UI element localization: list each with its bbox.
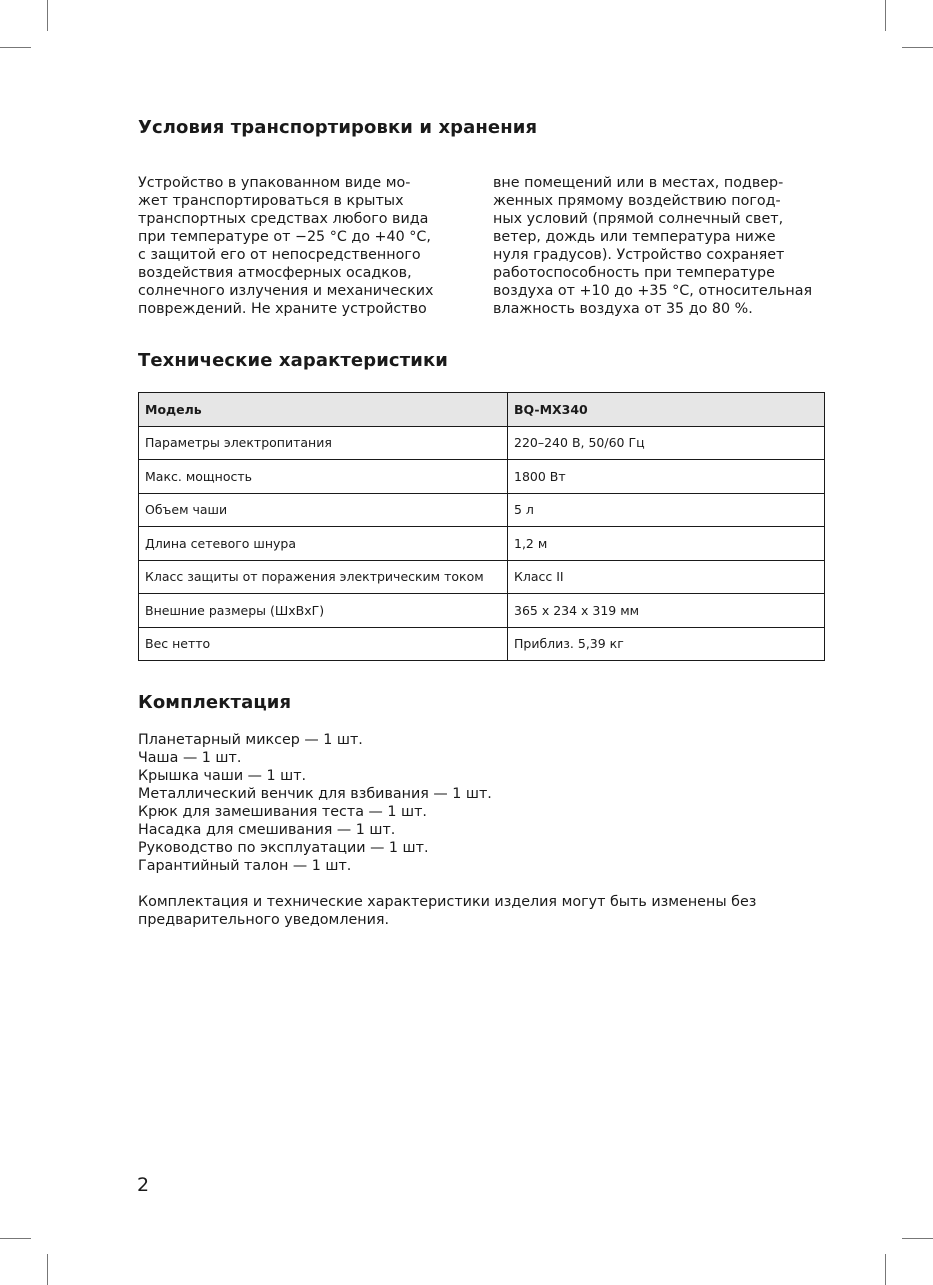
transport-text-left [138, 174, 434, 318]
text-line: ветер, дождь или температура ниже [493, 229, 776, 245]
list-item: Планетарный миксер — 1 шт. [138, 732, 363, 748]
crop-mark [902, 47, 933, 48]
table-cell-value: 1800 Вт [508, 460, 825, 494]
table-header-value: BQ-MX340 [508, 393, 825, 427]
list-item: Металлический венчик для взбивания — 1 шт. [138, 786, 492, 802]
table-cell-value: 1,2 м [508, 527, 825, 561]
text-line: Устройство в упакованном виде мо- [138, 175, 411, 191]
table-row [139, 426, 825, 460]
table-cell-label: Макс. мощность [139, 460, 508, 494]
transport-text-right [493, 174, 812, 318]
table-cell-label: Вес нетто [139, 627, 508, 661]
text-line: нуля градусов). Устройство сохраняет [493, 247, 785, 263]
list-item: Чаша — 1 шт. [138, 750, 242, 766]
table-header-label: Модель [139, 393, 508, 427]
table-cell-value: Класс II [508, 560, 825, 594]
table-row [139, 460, 825, 494]
specs-table [138, 392, 825, 661]
text-line: солнечного излучения и механических [138, 283, 434, 299]
table-cell-value: 5 л [508, 493, 825, 527]
text-line: Комплектация и технические характеристики изделия могут быть изменены без [138, 894, 757, 910]
text-line: жет транспортироваться в крытых [138, 193, 404, 209]
crop-mark [47, 0, 48, 31]
table-cell-label: Класс защиты от поражения электрическим током [139, 560, 508, 594]
text-line: воздействия атмосферных осадков, [138, 265, 412, 281]
text-line: с защитой его от непосредственного [138, 247, 421, 263]
text-line: вне помещений или в местах, подвер- [493, 175, 784, 191]
crop-mark [0, 1238, 31, 1239]
table-cell-value: 220–240 В, 50/60 Гц [508, 426, 825, 460]
crop-mark [885, 1254, 886, 1285]
table-row [139, 493, 825, 527]
list-item: Руководство по эксплуатации — 1 шт. [138, 840, 429, 856]
table-row [139, 627, 825, 661]
text-line: воздуха от +10 до +35 °С, относительная [493, 283, 813, 299]
table-cell-value: 365 x 234 x 319 мм [508, 594, 825, 628]
text-line: транспортных средствах любого вида [138, 211, 429, 227]
crop-mark [885, 0, 886, 31]
table-header-row [139, 393, 825, 427]
list-item: Крышка чаши — 1 шт. [138, 768, 307, 784]
crop-mark [0, 47, 31, 48]
page-number: 2 [137, 1174, 150, 1196]
crop-mark [47, 1254, 48, 1285]
kit-heading: Комплектация [138, 692, 292, 713]
disclaimer-note [138, 893, 756, 929]
list-item: Крюк для замешивания теста — 1 шт. [138, 804, 427, 820]
crop-mark [902, 1238, 933, 1239]
text-line: работоспособность при температуре [493, 265, 775, 281]
table-row [139, 560, 825, 594]
table-cell-label: Длина сетевого шнура [139, 527, 508, 561]
kit-list [138, 731, 492, 875]
text-line: повреждений. Не храните устройство [138, 301, 427, 317]
table-cell-value: Приблиз. 5,39 кг [508, 627, 825, 661]
text-line: предварительного уведомления. [138, 912, 390, 928]
table-cell-label: Параметры электропитания [139, 426, 508, 460]
specs-heading: Технические характеристики [138, 350, 448, 371]
table-cell-label: Объем чаши [139, 493, 508, 527]
text-line: влажность воздуха от 35 до 80 %. [493, 301, 753, 317]
list-item: Насадка для смешивания — 1 шт. [138, 822, 396, 838]
text-line: при температуре от −25 °C до +40 °C, [138, 229, 431, 245]
list-item: Гарантийный талон — 1 шт. [138, 858, 352, 874]
table-cell-label: Внешние размеры (ШхВхГ) [139, 594, 508, 628]
table-row [139, 594, 825, 628]
transport-heading: Условия транспортировки и хранения [138, 117, 538, 138]
text-line: женных прямому воздействию погод- [493, 193, 781, 209]
table-row [139, 527, 825, 561]
text-line: ных условий (прямой солнечный свет, [493, 211, 784, 227]
